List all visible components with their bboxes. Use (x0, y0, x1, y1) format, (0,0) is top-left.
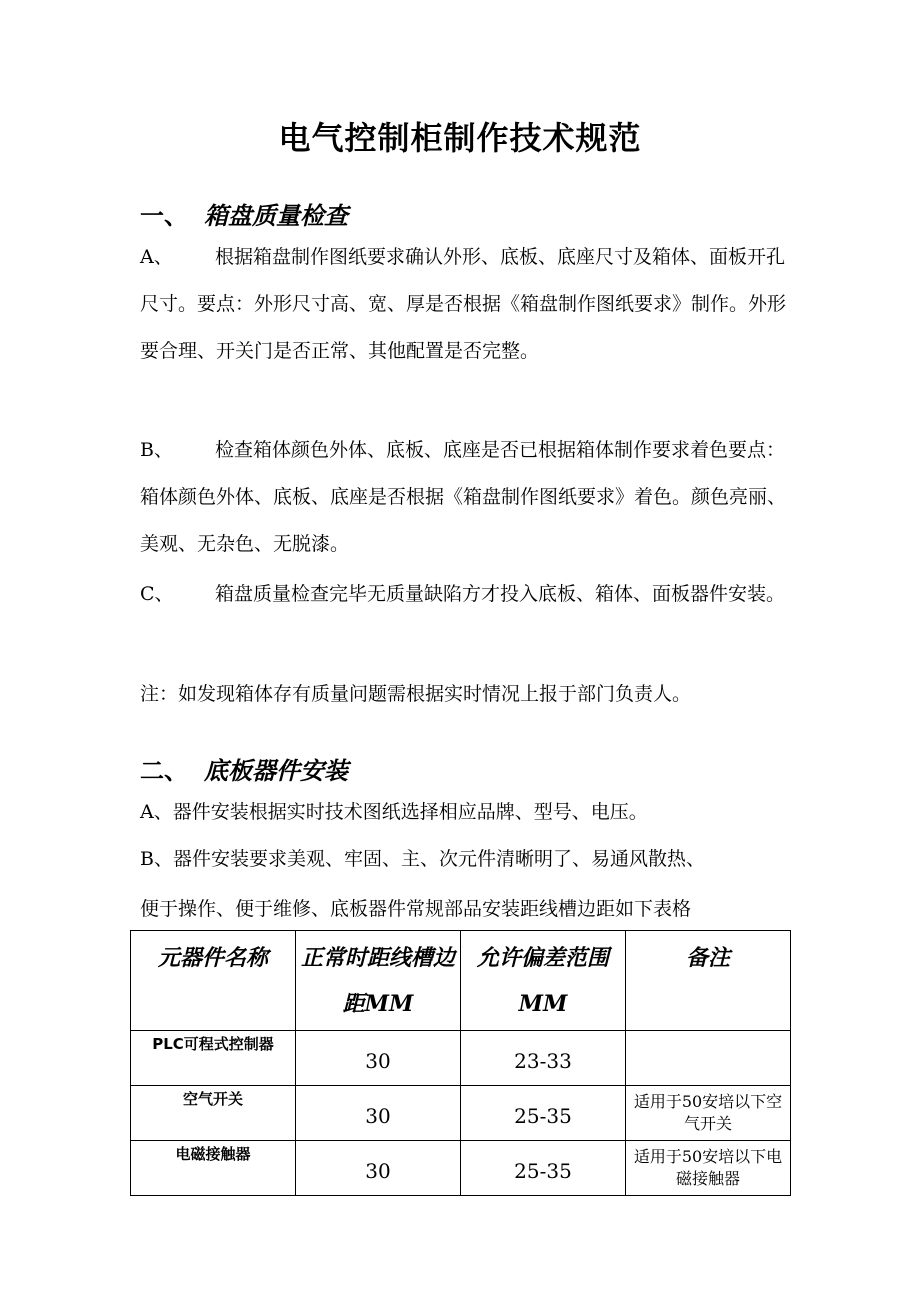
spacing-table (130, 930, 791, 1196)
section-1-heading (140, 196, 348, 231)
section-2-title: 底板器件安装 (204, 756, 348, 785)
cell-remark (626, 1031, 791, 1086)
header-normal-distance: 正常时距线槽边距MM (296, 931, 461, 1031)
install-line-a: A、器件安装根据实时技术图纸选择相应品牌、型号、电压。 (140, 801, 648, 823)
cell-tolerance: 25-35 (461, 1141, 626, 1196)
item-b-text: 检查箱体颜色外体、底板、底座是否已根据箱体制作要求着色要点：箱体颜色外体、底板、底座是否根据《箱盘制作图纸要求》着色。颜色亮丽、美观、无杂色、无脱漆。 (140, 439, 787, 555)
item-b (140, 427, 790, 568)
install-line-b1: B、器件安装要求美观、牢固、主、次元件清晰明了、易通风散热、 (140, 848, 705, 870)
header-component-name: 元器件名称 (131, 931, 296, 1031)
note-text: 注：如发现箱体存有质量问题需根据实时情况上报于部门负责人。 (140, 683, 692, 705)
table-header-row (131, 931, 791, 1031)
section-1-title: 箱盘质量检查 (204, 201, 348, 230)
install-line-b2: 便于操作、便于维修、底板器件常规部品安装距线槽边距如下表格 (140, 898, 692, 920)
cell-normal: 30 (296, 1031, 461, 1086)
cell-remark: 适用于50安培以下空气开关 (626, 1086, 791, 1141)
section-2-number: 二、 (140, 756, 188, 785)
section-1-number: 一、 (140, 201, 188, 230)
item-b-label: B、 (140, 439, 173, 461)
header-remark: 备注 (626, 931, 791, 1031)
item-a (140, 234, 790, 375)
cell-name: 空气开关 (131, 1086, 296, 1141)
header-tolerance: 允许偏差范围MM (461, 931, 626, 1031)
table-row (131, 1031, 791, 1086)
table-row (131, 1086, 791, 1141)
cell-tolerance: 25-35 (461, 1086, 626, 1141)
cell-remark: 适用于50安培以下电磁接触器 (626, 1141, 791, 1196)
item-c (140, 571, 790, 618)
table-row (131, 1141, 791, 1196)
cell-tolerance: 23-33 (461, 1031, 626, 1086)
document-title: 电气控制柜制作技术规范 (278, 119, 642, 157)
item-a-label: A、 (140, 246, 173, 268)
cell-name: PLC可程式控制器 (131, 1031, 296, 1086)
cell-normal: 30 (296, 1141, 461, 1196)
cell-normal: 30 (296, 1086, 461, 1141)
item-a-text: 根据箱盘制作图纸要求确认外形、底板、底座尺寸及箱体、面板开孔尺寸。要点：外形尺寸高、宽、厚是否根据《箱盘制作图纸要求》制作。外形要合理、开关门是否正常、其他配置是否完整。 (140, 246, 787, 362)
section-2-heading (140, 751, 348, 786)
item-c-label: C、 (140, 583, 174, 605)
cell-name: 电磁接触器 (131, 1141, 296, 1196)
item-c-text: 箱盘质量检查完毕无质量缺陷方才投入底板、箱体、面板器件安装。 (215, 583, 786, 605)
